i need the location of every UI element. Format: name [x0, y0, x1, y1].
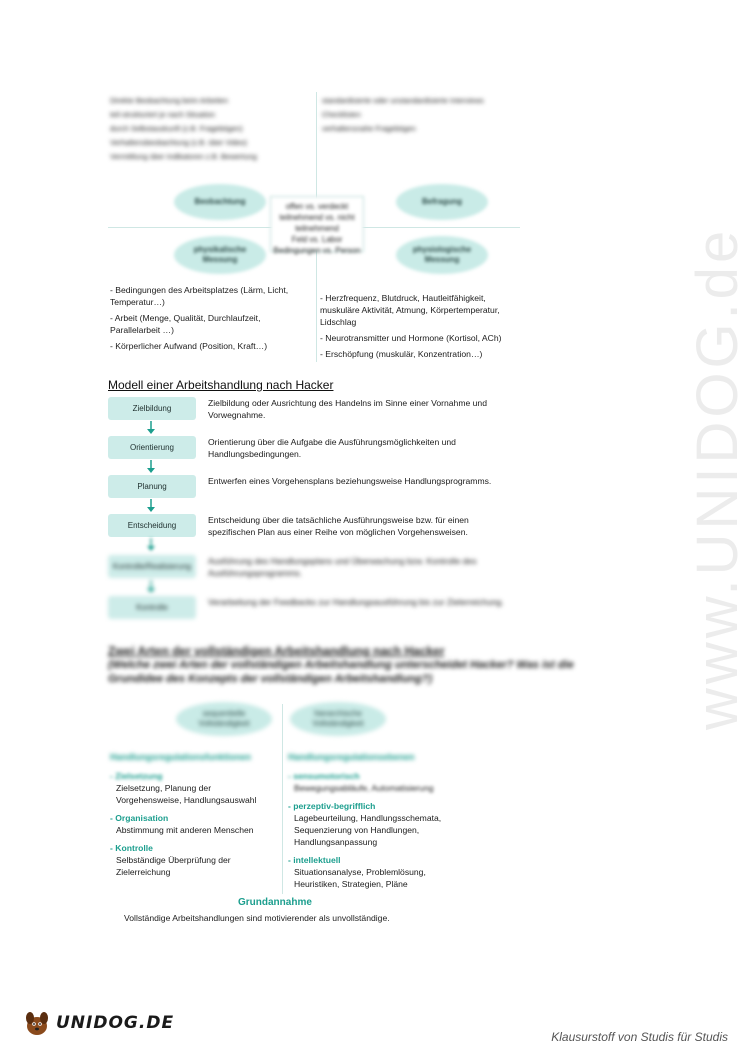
arrow-down-icon — [146, 499, 156, 513]
step-desc: Verarbeitung der Feedbacks zur Handlungsausführung bis zur Zielerreichung. — [208, 597, 504, 607]
dog-logo-icon — [22, 1008, 52, 1038]
step-desc: Entwerfen eines Vorgehensplans beziehungsweise Handlungsprogramms. — [208, 476, 492, 486]
step-orientation: Orientierung — [108, 436, 196, 459]
footer-tagline: Klausurstoff von Studis für Studis — [551, 1030, 728, 1044]
item-title: - intellektuell — [288, 855, 341, 865]
method-dimensions-box: offen vs. verdeckt teilnehmend vs. nicht teilnehmend Feld vs. Labor Bedingungen vs. Person — [270, 196, 364, 252]
item-text: Bewegungsabläufe, Automatisierung — [294, 783, 434, 793]
ellipse-physical-measurement: physikalische Messung — [174, 236, 266, 274]
step-execution: Kontrolle/Realisierung — [108, 555, 196, 578]
types-question: (Welche zwei Arten der vollständigen Arbeitshandlung unterscheidet Hacker? Was ist die Grundidee des Konzepts der vollständigen Arbeitshandlung?) — [108, 659, 574, 685]
item-title: - sensumotorisch — [288, 771, 360, 781]
model-heading: Modell einer Arbeitshandlung nach Hacker — [108, 378, 334, 392]
step-planning: Planung — [108, 475, 196, 498]
ellipse-survey: Befragung — [396, 184, 488, 220]
types-heading: Zwei Arten der vollständigen Arbeitshandlung nach Hacker — [108, 644, 445, 658]
watermark: www.UNIDOG.de — [685, 226, 750, 730]
item-text: Lagebeurteilung, Handlungsschemata, Sequenzierung von Handlungen, Handlungsanpassung — [294, 813, 442, 847]
top-left-list: Direkte Beobachtung beim Arbeiten teil-strukturiert je nach Situation durch Selbstauskunft (z.B. Fragebögen) Verhaltensbeobachtung (z.B. über Video) Vermittlung über Indikatoren z.B. Bewertung — [110, 96, 257, 161]
left-column — [110, 770, 275, 878]
right-column-title: Handlungsregulationsebenen — [288, 752, 415, 762]
logo-text: UNIDOG.DE — [56, 1013, 175, 1033]
item-title: - Kontrolle — [110, 843, 153, 853]
bottom-right-list: - Herzfrequenz, Blutdruck, Hautleitfähigkeit, muskuläre Aktivität, Atmung, Körpertemperatur, Lidschlag - Neurotransmitter und Hormone (Kortisol, ACh) - Erschöpfung (muskulär, Konzentration…) — [320, 293, 502, 359]
step-control: Kontrolle — [108, 596, 196, 619]
arrow-down-icon — [146, 421, 156, 435]
left-column-title: Handlungsregulationsfunktionen — [110, 752, 251, 762]
types-divider — [282, 704, 283, 894]
step-desc: Orientierung über die Aufgabe die Ausführungsmöglichkeiten und Handlungsbedingungen. — [208, 437, 456, 459]
item-text: Selbständige Überprüfung der Zielerreichung — [116, 855, 231, 877]
ellipse-hierarchical: hierarchische Vollständigkeit — [290, 702, 386, 736]
item-text: Situationsanalyse, Problemlösung, Heuristiken, Strategien, Pläne — [294, 867, 426, 889]
top-right-list: standardisierte oder unstandardisierte Interviews Checklisten verhaltensnahe Fragebögen — [322, 96, 484, 133]
arrow-down-icon — [146, 460, 156, 474]
step-decision: Entscheidung — [108, 514, 196, 537]
step-goal-setting: Zielbildung — [108, 397, 196, 420]
item-title: - perzeptiv-begrifflich — [288, 801, 376, 811]
arrow-down-icon — [146, 538, 156, 552]
right-column — [288, 770, 468, 890]
arrow-down-icon — [146, 580, 156, 594]
conclusion-title: Grundannahme — [238, 897, 312, 908]
conclusion-text: Vollständige Arbeitshandlungen sind motivierender als unvollständige. — [124, 913, 390, 923]
ellipse-observation: Beobachtung — [174, 184, 266, 220]
item-title: - Organisation — [110, 813, 169, 823]
bottom-left-list: - Bedingungen des Arbeitsplatzes (Lärm, Licht, Temperatur…) - Arbeit (Menge, Qualität, Durchlaufzeit, Parallelarbeit …) - Körperlicher Aufwand (Position, Kraft…) — [110, 285, 289, 351]
footer-logo — [22, 1008, 174, 1038]
step-desc: Zielbildung oder Ausrichtung des Handelns im Sinne einer Vornahme und Vorwegnahme. — [208, 398, 487, 420]
step-desc: Ausführung des Handlungsplans und Überwachung bzw. Kontrolle des Ausführungsprogramms. — [208, 556, 477, 578]
ellipse-physiological-measurement: physiologische Messung — [396, 236, 488, 274]
step-desc: Entscheidung über die tatsächliche Ausführungsweise bzw. für einen spezifischen Plan aus einer Reihe von möglichen Vorgehensweisen. — [208, 515, 469, 537]
item-title: - Zielsetzung — [110, 771, 163, 781]
ellipse-sequential: sequentielle Vollständigkeit — [176, 702, 272, 736]
item-text: Zielsetzung, Planung der Vorgehensweise, Handlungsauswahl — [116, 783, 257, 805]
item-text: Abstimmung mit anderen Menschen — [116, 825, 254, 835]
